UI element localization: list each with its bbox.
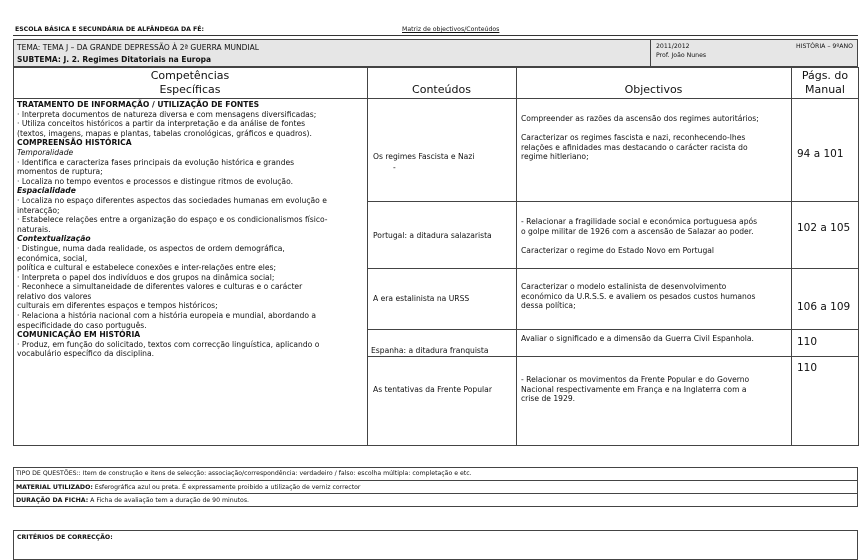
content-popular-front: As tentativas da Frente Popular — [373, 385, 492, 394]
pages-row-4: 110 — [797, 336, 818, 348]
competencia-line: · Relaciona a história nacional com a história europeia e mundial, abordando a — [17, 311, 317, 321]
objective-line: relações e afinidades mas destacando o carácter racista do — [521, 142, 748, 152]
competencia-line: · Localiza no espaço diferentes aspectos das sociedades humanas em evolução e — [17, 195, 327, 205]
objective-line: crise de 1929. — [521, 394, 576, 404]
col-divider — [516, 67, 517, 446]
competencia-line: naturais. — [17, 224, 51, 234]
row-divider — [367, 329, 859, 330]
theme-box — [13, 39, 651, 67]
competencias-list — [17, 100, 365, 359]
objectives-row-2 — [521, 217, 789, 255]
objective-line: - Relacionar a fragilidade social e económica portuguesa após — [521, 217, 758, 226]
competencia-line: · Identifica e caracteriza fases principais da evolução histórica e grandes — [17, 157, 295, 167]
competencia-line: interacção; — [17, 205, 60, 215]
competencia-line: Temporalidade — [17, 147, 74, 157]
col-divider — [791, 67, 792, 446]
competencia-line: TRATAMENTO DE INFORMAÇÃO / UTILIZAÇÃO DE FONTES — [17, 100, 260, 109]
competencia-line: relativo dos valores — [17, 291, 92, 301]
objective-line: regime hitleriano; — [521, 152, 589, 162]
materials-text: Esferográfica azul ou preta. É expressamente proibido a utilização de verniz corrector — [92, 484, 361, 491]
objective-line: económico da U.R.S.S. e avaliem os pesados custos humanos — [521, 291, 756, 301]
duration — [16, 497, 249, 504]
competencia-line: · Utiliza conceitos históricos a partir da interpretação e da análise de fontes — [17, 119, 306, 129]
materials-label: MATERIAL UTILIZADO: — [16, 484, 93, 491]
objective-line: Nacional respectivamente em França e na Inglaterra com a — [521, 384, 747, 394]
header-pages — [791, 69, 859, 97]
school-name: ESCOLA BÁSICA E SECUNDÁRIA DE ALFÂNDEGA DA FÉ: — [15, 26, 204, 33]
content-francoism: Espanha: a ditadura franquista — [371, 346, 489, 355]
header-conteudos: Conteúdos — [412, 83, 471, 96]
competencia-line: COMPREENSÃO HISTÓRICA — [17, 138, 132, 148]
competencia-line: (textos, imagens, mapas e plantas, tabelas cronológicas, gráficos e quadros). — [17, 128, 312, 138]
competencia-line: · Estabelece relações entre a organização do espaço e os condicionalismos físico- — [17, 215, 328, 225]
content-fascism-nazism: Os regimes Fascista e Nazi — [373, 152, 475, 161]
competencia-line: · Produz, em função do solicitado, textos com correcção linguística, aplicando o — [17, 339, 320, 349]
objectives-row-5 — [521, 375, 789, 404]
competencia-line: Contextualização — [17, 234, 91, 244]
competencia-line: Espacialidade — [17, 186, 76, 196]
row-divider — [367, 356, 859, 357]
objectives-row-3 — [521, 282, 789, 311]
criteria-box — [13, 530, 858, 560]
competencia-line: · Localiza no tempo eventos e processos e distingue ritmos de evolução. — [17, 176, 294, 186]
row-divider — [367, 268, 859, 269]
top-rule — [13, 35, 858, 36]
objective-line: - Relacionar os movimentos da Frente Popular e do Governo — [521, 375, 750, 384]
footer-divider — [13, 480, 858, 481]
objectives-row-1 — [521, 114, 789, 162]
teacher-name: Prof. João Nunes — [656, 52, 707, 59]
objective-line: dessa política; — [521, 301, 576, 311]
content-salazarism: Portugal: a ditadura salazarista — [373, 231, 492, 240]
pages-row-3: 106 a 109 — [797, 301, 851, 313]
subject-grade: HISTÓRIA – 9ºANO — [795, 43, 853, 50]
pages-row-2: 102 a 105 — [797, 222, 851, 234]
competencia-line: · Interpreta documentos de natureza diversa e com mensagens diversificadas; — [17, 109, 317, 119]
objective-line: Compreender as razões da ascensão dos regimes autoritários; — [521, 114, 759, 123]
course-info-box — [650, 39, 858, 67]
materials — [16, 484, 360, 491]
competencia-line: vocabulário específico da disciplina. — [17, 349, 155, 359]
objective-line: Avaliar o significado e a dimensão da Guerra Civil Espanhola. — [521, 334, 754, 343]
objective-line: Caracterizar o regime do Estado Novo em Portugal — [521, 245, 715, 255]
header-pages-line1: Págs. do — [801, 69, 849, 82]
content-stalinism: A era estalinista na URSS — [373, 294, 470, 303]
competencia-line: · Reconhece a simultaneidade de diferentes valores e culturas e o carácter — [17, 282, 303, 292]
theme-text: TEMA: TEMA J – DA GRANDE DEPRESSÃO À 2ª GUERRA MUNDIAL — [17, 43, 259, 52]
row-divider — [367, 201, 859, 202]
competencia-line: COMUNICAÇÃO EM HISTÓRIA — [17, 330, 141, 340]
header-competencias — [13, 69, 367, 97]
header-row-divider — [13, 98, 859, 99]
duration-label: DURAÇÃO DA FICHA: — [16, 497, 89, 504]
competencia-line: culturais em diferentes espaços e tempos históricos; — [17, 301, 218, 311]
question-types: TIPO DE QUESTÕES:: Item de construção e itens de selecção: associação/correspondência: verdadeiro / falso: escolha múltipla: completação e etc. — [16, 470, 472, 477]
competencia-line: momentos de ruptura; — [17, 167, 103, 177]
competencia-line: · Interpreta o papel dos indivíduos e dos grupos na dinâmica social; — [17, 272, 275, 282]
header-competencias-line1: Competências — [150, 69, 230, 82]
content-fascism-dash: - — [393, 163, 396, 172]
objective-line: o golpe militar de 1926 com a ascensão de Salazar ao poder. — [521, 226, 754, 236]
col-divider — [367, 67, 368, 446]
school-year: 2011/2012 — [656, 43, 690, 50]
footer-divider — [13, 493, 858, 494]
document-title: Matriz de objectivos/Conteúdos — [402, 26, 500, 33]
competencia-line: política e cultural e estabelece conexões e inter-relações entre eles; — [17, 263, 277, 273]
header-pages-line2: Manual — [805, 83, 845, 96]
subtheme-text: SUBTEMA: J. 2. Regimes Ditatoriais na Europa — [17, 55, 212, 64]
objective-line — [521, 236, 789, 246]
objective-line: Caracterizar o modelo estalinista de desenvolvimento — [521, 282, 727, 291]
objective-line: Caracterizar os regimes fascista e nazi, reconhecendo-lhes — [521, 133, 746, 143]
duration-text: A Ficha de avaliação tem a duração de 90 minutos. — [88, 497, 250, 504]
criteria-label: CRITÉRIOS DE CORRECÇÃO: — [17, 534, 113, 541]
competencia-line: económica, social, — [17, 253, 88, 263]
pages-row-1: 94 a 101 — [797, 148, 844, 160]
competencia-line: · Distingue, numa dada realidade, os aspectos de ordem demográfica, — [17, 243, 285, 253]
objectives-row-4 — [521, 334, 789, 344]
competencia-line: especificidade do caso português. — [17, 320, 147, 330]
pages-row-5: 110 — [797, 362, 818, 374]
header-objectivos: Objectivos — [624, 83, 683, 96]
header-competencias-line2: Específicas — [159, 83, 221, 96]
objective-line — [521, 124, 789, 134]
